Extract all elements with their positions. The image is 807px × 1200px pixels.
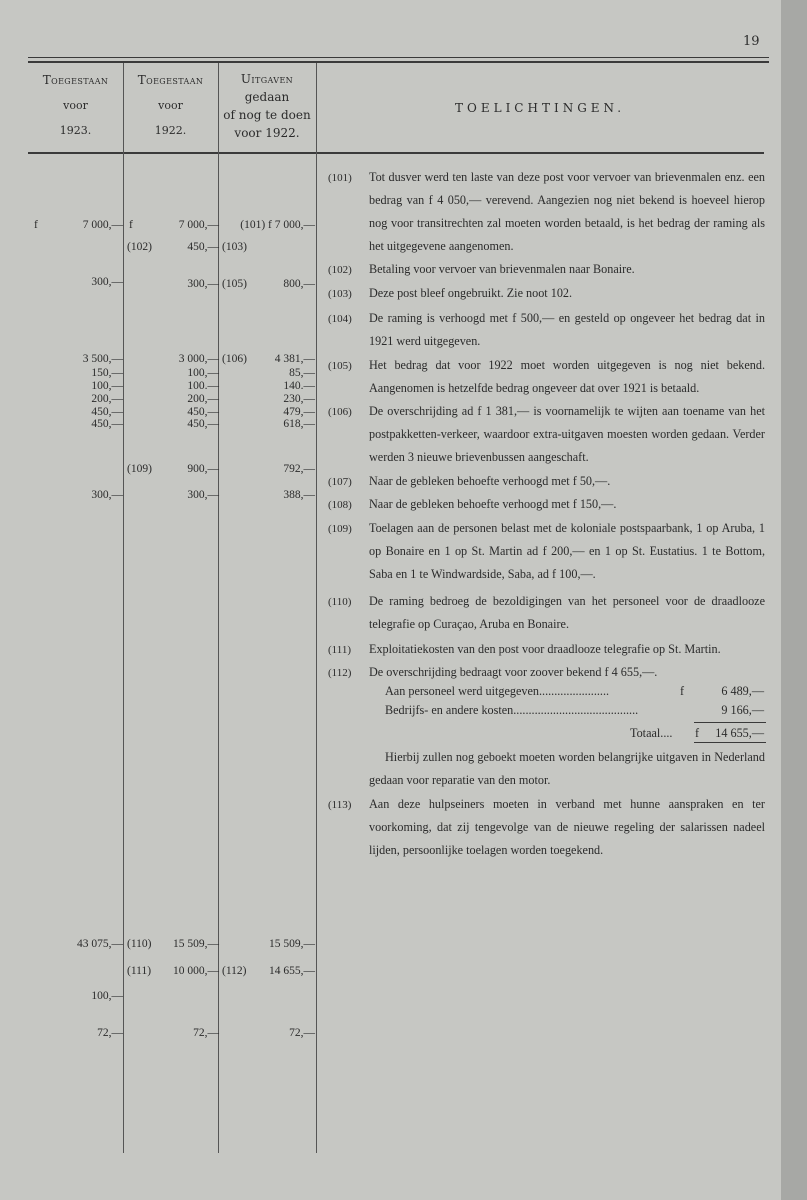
note-112-sum-rule bbox=[694, 722, 766, 723]
amount-r13-c3: 14 655,— bbox=[269, 965, 315, 977]
header-col2-line2: voor bbox=[158, 99, 183, 112]
header-col1-title: Toegestaan bbox=[42, 73, 109, 87]
header-col3-line2: gedaan bbox=[244, 90, 290, 104]
note-112-text: De overschrijding bedraagt voor zoover bekend f 4 655,—. bbox=[369, 665, 658, 679]
note-105-text: Het bedrag dat voor 1922 moet worden uitgegeven is nog niet bekend. Aangenomen is hetzelfde bedrag ongeveer dat over 1921 is betaald. bbox=[369, 358, 765, 395]
amount-r7-c1: 200,— bbox=[91, 393, 123, 405]
note-112-total-value: 14 655,— bbox=[715, 726, 764, 740]
amount-r11-c2: 300,— bbox=[187, 489, 219, 501]
amount-r6-c3: 140.— bbox=[283, 380, 315, 392]
amount-r6-c2: 100.— bbox=[187, 380, 219, 392]
amount-r4-c1: 3 500,— bbox=[82, 353, 123, 365]
amount-r13-c2: 10 000,— bbox=[173, 965, 219, 977]
note-112-total-label: Totaal.... bbox=[630, 726, 673, 740]
amount-r6-c1: 100,— bbox=[91, 380, 123, 392]
note-112-after-text: Hierbij zullen nog geboekt moeten worden belangrijke uitgaven in Nederland gedaan voor reparatie van den motor. bbox=[369, 750, 765, 787]
header-col3-title: Uitgaven bbox=[240, 72, 294, 86]
amount-r11-c1: 300,— bbox=[91, 489, 123, 501]
amount-r3-c1: 300,— bbox=[91, 276, 123, 288]
amount-r8-c2: 450,— bbox=[187, 406, 219, 418]
header-col2-title: Toegestaan bbox=[137, 73, 204, 87]
note-108-text: Naar de gebleken behoefte verhoogd met f 150,—. bbox=[369, 497, 617, 511]
note-112-line1-label: Aan personeel werd uitgegeven....................... bbox=[385, 684, 610, 698]
header-col2-year: 1922. bbox=[154, 124, 187, 137]
amount-r3-c2: 300,— bbox=[187, 278, 219, 290]
note-109-text: Toelagen aan de personen belast met de koloniale postspaarbank, 1 op Aruba, 1 op Bonaire en 1 op St. Martin ad f 200,— en 1 op St. Eustatius. 1 te Bottom, Saba en 1 te Windwardside, Saba, ad f 100,—. bbox=[369, 521, 765, 581]
note-110-number: (110) bbox=[328, 596, 352, 608]
note-112-line1-currency: f bbox=[680, 684, 685, 698]
note-106-number: (106) bbox=[328, 406, 352, 418]
amount-r14-c1: 100,— bbox=[91, 990, 123, 1002]
note-108-number: (108) bbox=[328, 499, 352, 511]
amount-r3-c3: 800,— bbox=[283, 278, 315, 290]
amount-r1-c3: (101) f 7 000,— bbox=[240, 219, 315, 231]
ref-111: (111) bbox=[127, 965, 152, 977]
note-112-line2-value: 9 166,— bbox=[721, 703, 764, 717]
amount-r9-c3: 618,— bbox=[283, 418, 315, 430]
amount-r8-c1: 450,— bbox=[91, 406, 123, 418]
note-101-text: Tot dusver werd ten laste van deze post voor vervoer van brievenmalen enz. een bedrag van f 4 050,— verevend. Aangezien nog niet bekend is hoeveel hierop nog voor transitrechten zal moeten worden betaald, is het bedrag der raming als het uitgegevene aangenomen. bbox=[369, 170, 765, 253]
amount-r12-c1: 43 075,— bbox=[77, 938, 123, 950]
amount-r15-c3: 72,— bbox=[289, 1027, 315, 1039]
note-102-text: Betaling voor vervoer van brievenmalen naar Bonaire. bbox=[369, 262, 635, 276]
note-104-number: (104) bbox=[328, 313, 352, 325]
header-col3-line3: of nog te doen bbox=[223, 108, 311, 122]
note-104-text: De raming is verhoogd met f 500,— en gesteld op ongeveer het bedrag dat in 1921 werd uitgegeven. bbox=[369, 311, 765, 348]
note-112-total-currency: f bbox=[695, 726, 700, 740]
amount-r11-c3: 388,— bbox=[283, 489, 315, 501]
note-110-text: De raming bedroeg de bezoldigingen van het personeel voor de draadlooze telegrafie op Curaçao, Aruba en Bonaire. bbox=[369, 594, 765, 631]
currency-sign-c2: f bbox=[129, 219, 133, 231]
top-rule bbox=[28, 57, 769, 58]
top-rule-thick bbox=[28, 61, 769, 63]
header-col1-line2: voor bbox=[63, 99, 88, 112]
amount-r2-c2: 450,— bbox=[187, 241, 219, 253]
amount-r7-c3: 230,— bbox=[283, 393, 315, 405]
page-edge bbox=[781, 0, 807, 1200]
amount-r9-c1: 450,— bbox=[91, 418, 123, 430]
amount-r12-c2: 15 509,— bbox=[173, 938, 219, 950]
amount-r4-c2: 3 000,— bbox=[178, 353, 219, 365]
note-107-number: (107) bbox=[328, 476, 352, 488]
header-bottom-rule bbox=[28, 152, 764, 154]
note-113-text: Aan deze hulpseiners moeten in verband met hunne aanspraken en ter voorkoming, dat zij tengevolge van de nieuwe regeling der salarissen nadeel lijden, persoonlijke toelagen worden toegekend. bbox=[369, 797, 765, 857]
note-112-line2-label: Bedrijfs- en andere kosten......................................... bbox=[385, 703, 639, 717]
amount-r4-c3: 4 381,— bbox=[274, 353, 315, 365]
col-separator-3 bbox=[316, 63, 317, 1153]
header-col2 bbox=[123, 68, 218, 143]
note-106-text: De overschrijding ad f 1 381,— is voornamelijk te wijten aan toename van het postpakketten-verkeer, waardoor extra-uitgaven moesten worden gedaan. Verder werden 3 nieuwe brievenbussen aangeschaft. bbox=[369, 404, 765, 464]
amount-r5-c3: 85,— bbox=[289, 367, 315, 379]
amount-r12-c3: 15 509,— bbox=[269, 938, 315, 950]
amount-r1-c2: 7 000,— bbox=[178, 219, 219, 231]
amount-r5-c2: 100,— bbox=[187, 367, 219, 379]
amount-r7-c2: 200,— bbox=[187, 393, 219, 405]
currency-sign: f bbox=[34, 219, 38, 231]
amount-r1-c1: 7 000,— bbox=[82, 219, 123, 231]
ref-105: (105) bbox=[222, 278, 247, 290]
note-102-number: (102) bbox=[328, 264, 352, 276]
ref-110: (110) bbox=[127, 938, 152, 950]
note-112-number: (112) bbox=[328, 667, 352, 679]
header-col3-line4: voor 1922. bbox=[234, 126, 300, 140]
amount-r5-c1: 150,— bbox=[91, 367, 123, 379]
amount-r10-c2: 900,— bbox=[187, 463, 219, 475]
note-109-number: (109) bbox=[328, 523, 352, 535]
amount-r10-c3: 792,— bbox=[283, 463, 315, 475]
header-col1 bbox=[28, 68, 123, 143]
amount-r15-c2: 72,— bbox=[193, 1027, 219, 1039]
header-col1-year: 1923. bbox=[59, 124, 92, 137]
note-107-text: Naar de gebleken behoefte verhoogd met f 50,—. bbox=[369, 474, 611, 488]
ref-106: (106) bbox=[222, 353, 247, 365]
ref-112: (112) bbox=[222, 965, 247, 977]
amount-r15-c1: 72,— bbox=[97, 1027, 123, 1039]
note-112-total-underline bbox=[694, 742, 766, 743]
note-101-number: (101) bbox=[328, 172, 352, 184]
note-111-number: (111) bbox=[328, 644, 352, 656]
note-113-number: (113) bbox=[328, 799, 352, 811]
note-105-number: (105) bbox=[328, 360, 352, 372]
ref-109: (109) bbox=[127, 463, 152, 475]
header-col3 bbox=[218, 70, 316, 142]
amount-r9-c2: 450,— bbox=[187, 418, 219, 430]
amount-r8-c3: 479,— bbox=[283, 406, 315, 418]
ref-102: (102) bbox=[127, 241, 152, 253]
note-103-text: Deze post bleef ongebruikt. Zie noot 102. bbox=[369, 286, 573, 300]
note-103-number: (103) bbox=[328, 288, 352, 300]
note-112-line1-value: 6 489,— bbox=[721, 684, 764, 698]
ref-103: (103) bbox=[222, 241, 247, 253]
page-number: 19 bbox=[743, 34, 760, 49]
note-111-text: Exploitatiekosten van den post voor draadlooze telegrafie op St. Martin. bbox=[369, 642, 721, 656]
header-toelichtingen: TOELICHTINGEN. bbox=[455, 101, 626, 115]
